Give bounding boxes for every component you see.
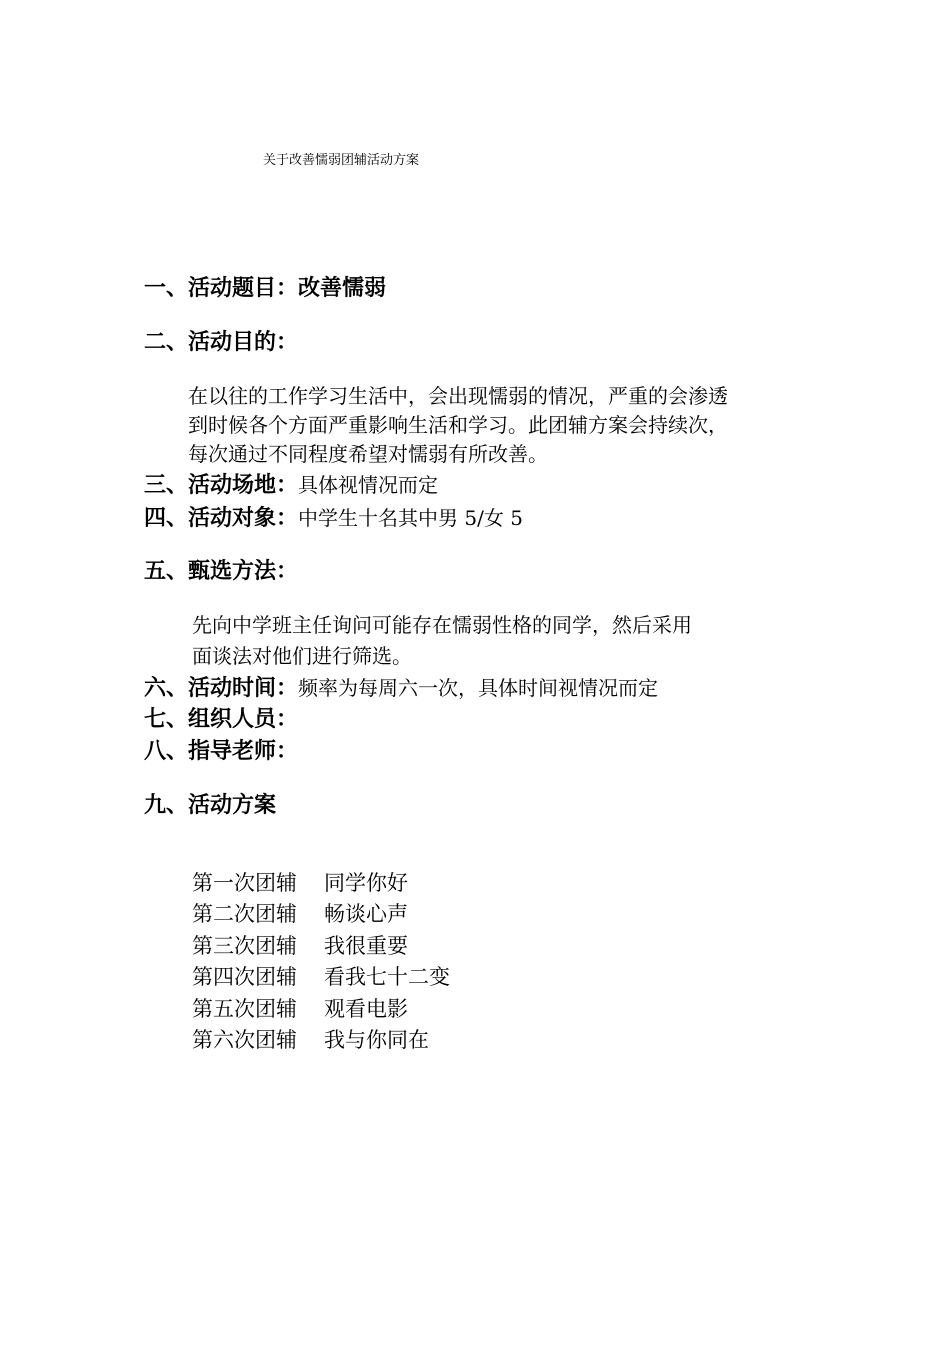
- plan-topic: 我很重要: [324, 933, 408, 958]
- plan-session: 第四次团辅: [192, 965, 297, 990]
- selection-line: 先向中学班主任询问可能存在懦弱性格的同学，然后采用: [192, 613, 692, 637]
- section-participants-value: 中学生十名其中男 5/女 5: [298, 506, 523, 530]
- plan-topic: 看我七十二变: [324, 965, 450, 990]
- section-topic: [144, 274, 386, 304]
- section-selection-label: 五、甄选方法：: [144, 559, 299, 584]
- section-time: [144, 673, 658, 704]
- section-purpose: [144, 328, 298, 358]
- plan-topic: 同学你好: [324, 871, 408, 895]
- section-time-label: 六、活动时间：: [144, 676, 299, 701]
- plan-session: 第五次团辅: [192, 996, 297, 1021]
- section-organizers-label: 七、组织人员：: [144, 707, 299, 732]
- section-organizers: [144, 705, 298, 735]
- plan-item: [192, 962, 450, 993]
- purpose-line: 在以往的工作学习生活中，会出现懦弱的情况，严重的会渗透: [188, 384, 728, 408]
- purpose-paragraph: [188, 382, 728, 469]
- plan-item: [192, 994, 450, 1025]
- selection-paragraph: [192, 610, 692, 672]
- document-title: 关于改善懦弱团辅活动方案: [263, 153, 420, 168]
- plan-session: 第六次团辅: [192, 1028, 297, 1053]
- section-venue-value: 具体视情况而定: [298, 473, 439, 497]
- section-plan-label: 九、活动方案: [144, 793, 277, 818]
- section-venue: [144, 470, 438, 501]
- plan-session: 第二次团辅: [192, 902, 297, 927]
- section-plan: [144, 791, 276, 821]
- plan-topic: 观看电影: [324, 996, 408, 1021]
- plan-item: [192, 931, 450, 962]
- section-purpose-label: 二、活动目的：: [144, 330, 299, 355]
- section-advisor-label: 八、指导老师：: [144, 739, 299, 764]
- section-participants: [144, 503, 523, 534]
- purpose-line: 每次通过不同程度希望对懦弱有所改善。: [188, 442, 548, 466]
- plan-topic: 我与你同在: [324, 1028, 429, 1053]
- plan-item: [192, 868, 450, 899]
- plan-topic: 畅谈心声: [324, 902, 408, 927]
- section-topic-value: 改善懦弱: [298, 276, 387, 301]
- plan-item: [192, 899, 450, 930]
- plan-list: [192, 868, 450, 1056]
- purpose-line: 到时候各个方面严重影响生活和学习。此团辅方案会持续次，: [188, 413, 728, 437]
- section-venue-label: 三、活动场地：: [144, 473, 299, 498]
- selection-line: 面谈法对他们进行筛选。: [192, 644, 412, 668]
- plan-session: 第三次团辅: [192, 933, 297, 958]
- section-time-value: 频率为每周六一次，具体时间视情况而定: [298, 676, 659, 700]
- plan-item: [192, 1025, 450, 1056]
- section-participants-label: 四、活动对象：: [144, 506, 299, 531]
- section-topic-label: 一、活动题目：: [144, 276, 299, 301]
- plan-session: 第一次团辅: [192, 871, 297, 895]
- section-selection: [144, 557, 298, 587]
- section-advisor: [144, 737, 298, 767]
